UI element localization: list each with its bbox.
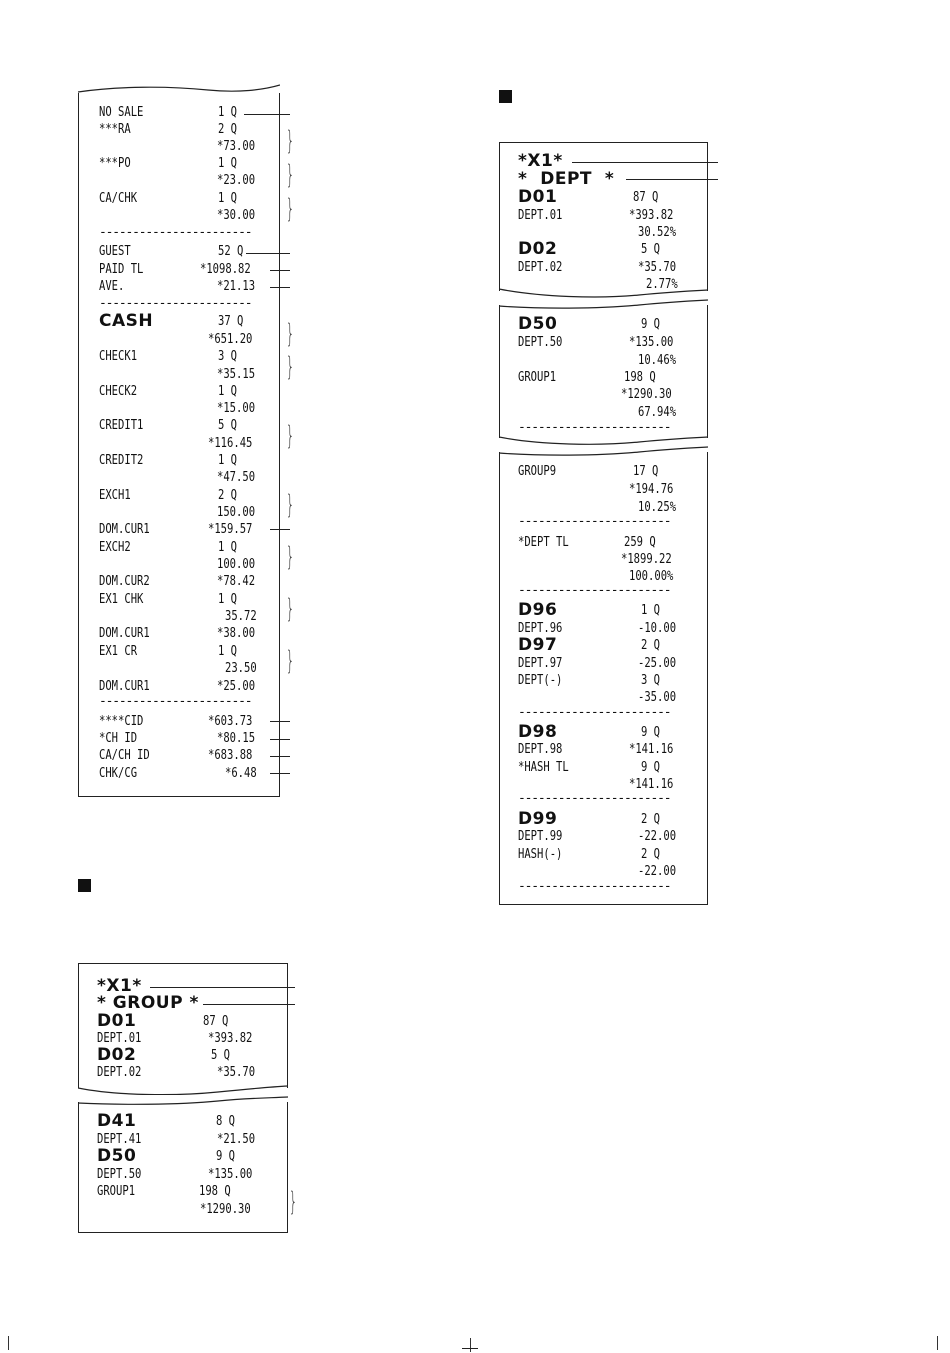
row-value: 150.00 — [216, 504, 255, 520]
row-value: *15.00 — [216, 400, 255, 416]
row-label: DEPT.50 — [518, 334, 563, 350]
row-label: DOM.CUR1 — [99, 678, 150, 694]
row-value: *21.13 — [216, 278, 255, 294]
row-value: *38.00 — [216, 625, 255, 641]
row-value: *393.82 — [208, 1030, 253, 1046]
row-label: * DEPT * — [518, 169, 615, 189]
row-value: 2 Q — [641, 811, 661, 827]
row-value: 2 Q — [641, 846, 661, 862]
row-value: 9 Q — [641, 724, 661, 740]
row-label: GROUP1 — [97, 1183, 136, 1199]
row-value: *21.50 — [216, 1131, 255, 1147]
row-value: 100.00% — [629, 568, 674, 584]
row-label: EX1 CHK — [99, 591, 144, 607]
row-value: *1899.22 — [620, 551, 672, 567]
row-value: 3 Q — [218, 348, 238, 364]
brace: } — [286, 352, 295, 382]
row-value: 1 Q — [218, 591, 238, 607]
row-value: *73.00 — [216, 138, 255, 154]
row-label: DEPT.97 — [518, 655, 563, 671]
row-label: DEPT.01 — [518, 207, 563, 223]
row-label: CHK/CG — [99, 765, 138, 781]
row-value: 23.50 — [225, 660, 257, 676]
row-label: D50 — [97, 1146, 137, 1166]
row-value: *393.82 — [629, 207, 674, 223]
row-value: 259 Q — [624, 534, 656, 550]
row-label: ***PO — [99, 155, 131, 171]
row-label: DEPT.96 — [518, 620, 563, 636]
row-label: NO SALE — [99, 104, 144, 120]
brace: } — [286, 160, 295, 190]
row-value: *1098.82 — [199, 261, 251, 277]
crop-mark — [462, 1348, 478, 1349]
crop-mark — [8, 1336, 9, 1350]
row-label: D01 — [97, 1011, 137, 1031]
row-label: EX1 CR — [99, 643, 138, 659]
row-label: CREDIT2 — [99, 452, 144, 468]
separator-line: ----------------------- — [99, 296, 252, 311]
row-value: 2 Q — [218, 121, 238, 137]
brace: } — [286, 594, 295, 624]
row-value: *80.15 — [216, 730, 255, 746]
separator-line: ----------------------- — [518, 879, 671, 894]
row-value: *194.76 — [629, 481, 674, 497]
row-value: 198 Q — [199, 1183, 231, 1199]
row-value: 87 Q — [632, 189, 658, 205]
crop-mark — [937, 1336, 938, 1350]
row-value: 1 Q — [218, 190, 238, 206]
row-label: DEPT.02 — [97, 1064, 142, 1080]
row-label: D02 — [518, 239, 558, 259]
row-value: -10.00 — [637, 620, 676, 636]
row-label: EXCH1 — [99, 487, 131, 503]
row-value: 52 Q — [218, 243, 244, 259]
callout-line — [572, 162, 718, 163]
brace: } — [286, 490, 295, 520]
row-value: 1 Q — [218, 539, 238, 555]
brace: } — [286, 319, 295, 349]
row-label: CREDIT1 — [99, 417, 144, 433]
callout-line — [270, 721, 290, 722]
row-label: DEPT.50 — [97, 1166, 142, 1182]
row-label: *HASH TL — [518, 759, 569, 775]
row-label: CA/CHK — [99, 190, 138, 206]
row-value: 1 Q — [218, 104, 238, 120]
row-value: 10.46% — [637, 352, 676, 368]
row-value: 9 Q — [216, 1148, 236, 1164]
section-marker — [78, 879, 91, 892]
row-label: ****CID — [99, 713, 144, 729]
row-value: -35.00 — [637, 689, 676, 705]
row-value: -22.00 — [637, 828, 676, 844]
row-label: D02 — [97, 1045, 137, 1065]
row-label: D41 — [97, 1111, 137, 1131]
callout-line — [270, 287, 290, 288]
row-label: DEPT.98 — [518, 741, 563, 757]
row-value: 9 Q — [641, 316, 661, 332]
receipt-tear-edge — [499, 298, 708, 310]
row-label: GROUP9 — [518, 463, 557, 479]
row-label: *DEPT TL — [518, 534, 569, 550]
row-label: DEPT.02 — [518, 259, 563, 275]
row-value: 100.00 — [216, 556, 255, 572]
callout-line — [150, 987, 295, 988]
row-label: CHECK1 — [99, 348, 138, 364]
row-label: DEPT.01 — [97, 1030, 142, 1046]
row-label: DOM.CUR1 — [99, 521, 150, 537]
row-label: ***RA — [99, 121, 131, 137]
separator-line: ----------------------- — [99, 225, 252, 240]
row-value: *6.48 — [225, 765, 257, 781]
crop-mark — [470, 1338, 471, 1352]
row-value: *135.00 — [629, 334, 674, 350]
row-label: *CH ID — [99, 730, 138, 746]
brace: } — [286, 126, 295, 156]
brace: } — [286, 542, 295, 572]
callout-line — [203, 1004, 295, 1005]
row-value: *30.00 — [216, 207, 255, 223]
row-value: 5 Q — [211, 1047, 231, 1063]
brace: } — [289, 1187, 298, 1217]
row-label: D96 — [518, 600, 558, 620]
row-value: 17 Q — [632, 463, 658, 479]
callout-line — [270, 773, 290, 774]
row-value: 10.25% — [637, 499, 676, 515]
row-value: 1 Q — [641, 602, 661, 618]
row-value: *47.50 — [216, 469, 255, 485]
row-value: 37 Q — [218, 313, 244, 329]
row-value: *35.70 — [216, 1064, 255, 1080]
callout-line — [246, 253, 290, 254]
receipt-tear-edge — [499, 445, 708, 457]
row-label: DEPT.99 — [518, 828, 563, 844]
row-label: *X1* — [518, 151, 563, 171]
row-label: HASH(-) — [518, 846, 563, 862]
row-value: *141.16 — [629, 741, 674, 757]
row-value: 1 Q — [218, 383, 238, 399]
row-label: * GROUP * — [97, 993, 199, 1013]
row-value: 3 Q — [641, 672, 661, 688]
row-value: *159.57 — [208, 521, 253, 537]
callout-line — [244, 114, 290, 115]
row-value: *35.70 — [637, 259, 676, 275]
row-label: CASH — [99, 311, 154, 331]
row-value: 2.77% — [646, 276, 678, 292]
row-value: *1290.30 — [199, 1201, 251, 1217]
row-label: DOM.CUR1 — [99, 625, 150, 641]
separator-line: ----------------------- — [518, 514, 671, 529]
brace: } — [286, 646, 295, 676]
callout-line — [270, 756, 290, 757]
brace: } — [286, 421, 295, 451]
row-value: *603.73 — [208, 713, 253, 729]
separator-line: ----------------------- — [518, 420, 671, 435]
row-value: *141.16 — [629, 776, 674, 792]
row-value: 5 Q — [218, 417, 238, 433]
row-value: *116.45 — [208, 435, 253, 451]
row-value: 87 Q — [202, 1013, 228, 1029]
row-value: 8 Q — [216, 1113, 236, 1129]
row-value: 5 Q — [641, 241, 661, 257]
row-label: DEPT(-) — [518, 672, 563, 688]
callout-line — [270, 739, 290, 740]
callout-line — [626, 179, 718, 180]
row-label: D01 — [518, 187, 558, 207]
row-value: -22.00 — [637, 863, 676, 879]
row-label: EXCH2 — [99, 539, 131, 555]
section-marker — [499, 90, 512, 103]
separator-line: ----------------------- — [518, 583, 671, 598]
callout-line — [270, 529, 290, 530]
row-label: CA/CH ID — [99, 747, 150, 763]
callout-line — [270, 270, 290, 271]
row-label: D98 — [518, 722, 558, 742]
row-value: 35.72 — [225, 608, 257, 624]
row-label: PAID TL — [99, 261, 144, 277]
row-value: 2 Q — [641, 637, 661, 653]
row-value: 30.52% — [637, 224, 676, 240]
row-value: 67.94% — [637, 404, 676, 420]
row-label: GROUP1 — [518, 369, 557, 385]
row-value: 9 Q — [641, 759, 661, 775]
separator-line: ----------------------- — [518, 705, 671, 720]
row-value: *78.42 — [216, 573, 255, 589]
row-label: D97 — [518, 635, 558, 655]
separator-line: ----------------------- — [99, 694, 252, 709]
row-label: *X1* — [97, 976, 142, 996]
row-value: *651.20 — [208, 331, 253, 347]
row-label: AVE. — [99, 278, 125, 294]
row-value: -25.00 — [637, 655, 676, 671]
receipt-top-edge — [78, 84, 280, 98]
row-value: 1 Q — [218, 643, 238, 659]
row-value: 2 Q — [218, 487, 238, 503]
row-value: *135.00 — [208, 1166, 253, 1182]
separator-line: ----------------------- — [518, 791, 671, 806]
row-label: GUEST — [99, 243, 131, 259]
row-value: 198 Q — [624, 369, 656, 385]
row-label: D50 — [518, 314, 558, 334]
brace: } — [286, 194, 295, 224]
row-label: D99 — [518, 809, 558, 829]
row-value: *25.00 — [216, 678, 255, 694]
row-value: *683.88 — [208, 747, 253, 763]
receipt-tear-edge — [78, 1095, 288, 1107]
row-value: *35.15 — [216, 366, 255, 382]
row-label: DOM.CUR2 — [99, 573, 150, 589]
row-value: 1 Q — [218, 155, 238, 171]
row-label: CHECK2 — [99, 383, 138, 399]
row-value: *1290.30 — [620, 386, 672, 402]
row-value: 1 Q — [218, 452, 238, 468]
row-value: *23.00 — [216, 172, 255, 188]
row-label: DEPT.41 — [97, 1131, 142, 1147]
